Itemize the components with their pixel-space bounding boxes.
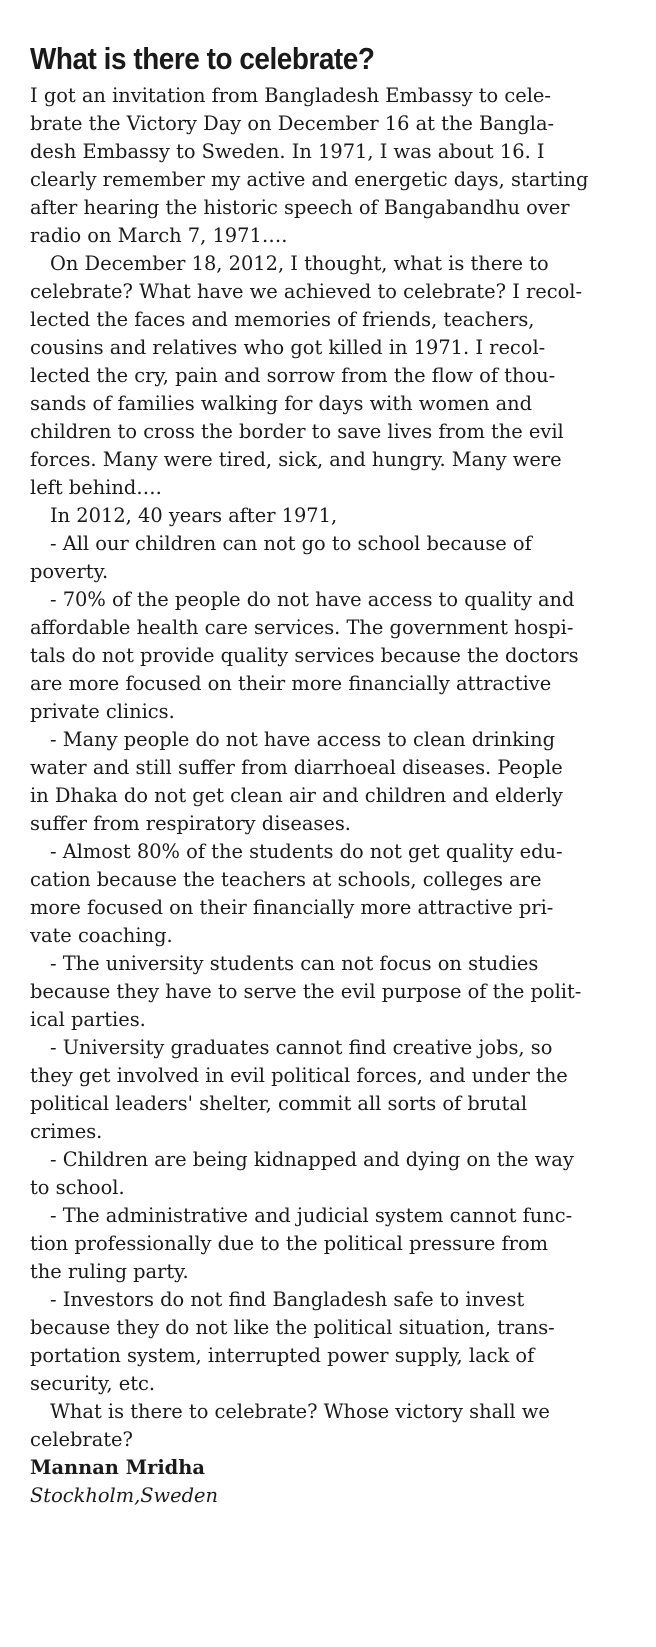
text-line: - Many people do not have access to clean drinking <box>50 728 555 751</box>
paragraph <box>30 502 640 530</box>
text-line: to school. <box>30 1176 125 1199</box>
list-item <box>30 586 640 726</box>
text-line: I got an invitation from Bangladesh Embassy to cele- <box>30 84 551 107</box>
text-line: - 70% of the people do not have access to quality and <box>50 588 575 611</box>
text-line: affordable health care services. The government hospi- <box>30 616 574 639</box>
text-line: security, etc. <box>30 1372 156 1395</box>
text-line: - Almost 80% of the students do not get quality edu- <box>50 840 563 863</box>
text-line: the ruling party. <box>30 1260 189 1283</box>
text-line: ical parties. <box>30 1008 146 1031</box>
text-line: children to cross the border to save lives from the evil <box>30 420 564 443</box>
text-line: What is there to celebrate? Whose victory shall we <box>50 1400 550 1423</box>
text-line: in Dhaka do not get clean air and children and elderly <box>30 784 563 807</box>
text-line: tals do not provide quality services because the doctors <box>30 644 579 667</box>
text-line: brate the Victory Day on December 16 at the Bangla- <box>30 112 555 135</box>
text-line: On December 18, 2012, I thought, what is there to <box>50 252 549 275</box>
text-line: celebrate? What have we achieved to celebrate? I recol- <box>30 280 583 303</box>
text-line: because they have to serve the evil purpose of the polit- <box>30 980 582 1003</box>
text-line: - Children are being kidnapped and dying on the way <box>50 1148 574 1171</box>
text-line: more focused on their financially more attractive pri- <box>30 896 554 919</box>
text-line: cation because the teachers at schools, colleges are <box>30 868 542 891</box>
list-item <box>30 1286 640 1398</box>
paragraph <box>30 82 640 250</box>
text-line: left behind…. <box>30 476 162 499</box>
text-line: political leaders' shelter, commit all sorts of brutal <box>30 1092 528 1115</box>
author-location: Stockholm,Sweden <box>30 1484 219 1507</box>
text-line: water and still suffer from diarrhoeal diseases. People <box>30 756 563 779</box>
text-line: - University graduates cannot find creative jobs, so <box>50 1036 553 1059</box>
text-line: cousins and relatives who got killed in 1971. I recol- <box>30 336 546 359</box>
letter-article <box>30 40 640 1510</box>
text-line: clearly remember my active and energetic days, starting <box>30 168 589 191</box>
text-line: are more focused on their more financially attractive <box>30 672 552 695</box>
list-item <box>30 838 640 950</box>
text-line: because they do not like the political situation, trans- <box>30 1316 555 1339</box>
text-line: poverty. <box>30 560 109 583</box>
text-line: after hearing the historic speech of Bangabandhu over <box>30 196 570 219</box>
text-line: lected the faces and memories of friends, teachers, <box>30 308 535 331</box>
text-line: portation system, interrupted power supply, lack of <box>30 1344 535 1367</box>
paragraph <box>30 1398 640 1454</box>
text-line: vate coaching. <box>30 924 173 947</box>
letter-body <box>30 82 640 1454</box>
text-line: sands of families walking for days with women and <box>30 392 533 415</box>
text-line: - All our children can not go to school because of <box>50 532 532 555</box>
text-line: celebrate? <box>30 1428 133 1451</box>
text-line: forces. Many were tired, sick, and hungry. Many were <box>30 448 562 471</box>
text-line: In 2012, 40 years after 1971, <box>50 504 338 527</box>
list-item <box>30 1146 640 1202</box>
text-line: - Investors do not find Bangladesh safe to invest <box>50 1288 525 1311</box>
text-line: - The administrative and judicial system cannot func- <box>50 1204 573 1227</box>
headline: What is there to celebrate? <box>30 41 375 76</box>
text-line: crimes. <box>30 1120 103 1143</box>
list-item <box>30 530 640 586</box>
text-line: desh Embassy to Sweden. In 1971, I was about 16. I <box>30 140 545 163</box>
text-line: suffer from respiratory diseases. <box>30 812 351 835</box>
author-name: Mannan Mridha <box>30 1456 205 1479</box>
text-line: - The university students can not focus on studies <box>50 952 539 975</box>
text-line: radio on March 7, 1971…. <box>30 224 288 247</box>
text-line: they get involved in evil political forces, and under the <box>30 1064 568 1087</box>
list-item <box>30 1034 640 1146</box>
paragraph <box>30 250 640 502</box>
list-item <box>30 950 640 1034</box>
text-line: private clinics. <box>30 700 175 723</box>
text-line: tion professionally due to the political pressure from <box>30 1232 548 1255</box>
list-item <box>30 726 640 838</box>
text-line: lected the cry, pain and sorrow from the flow of thou- <box>30 364 556 387</box>
list-item <box>30 1202 640 1286</box>
